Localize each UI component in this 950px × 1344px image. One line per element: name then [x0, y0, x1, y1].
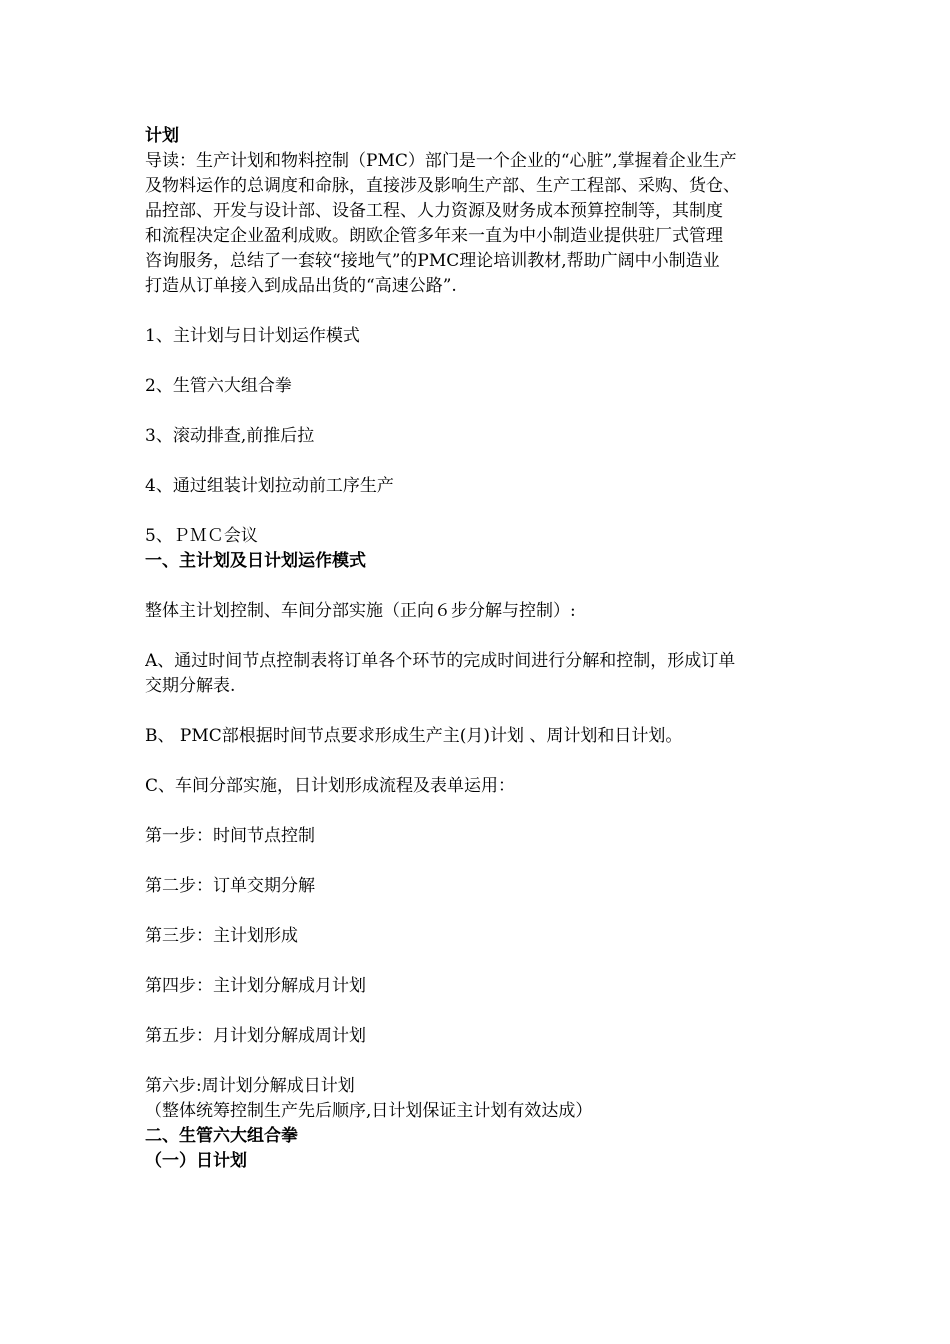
item-a — [145, 649, 810, 699]
toc-item: 3、滚动排查,前推后拉 — [145, 426, 315, 446]
intro-line: 咨询服务，总结了一套较“接地气”的PMC理论培训教材,帮助广阔中小制造业 — [145, 251, 720, 271]
step-item: 第二步：订单交期分解 — [145, 876, 315, 896]
subsection-heading: （一）日计划 — [145, 1151, 247, 1171]
toc-item: 2、生管六大组合拳 — [145, 376, 292, 396]
step-item: 第五步：月计划分解成周计划 — [145, 1026, 366, 1046]
document-page — [145, 124, 810, 1174]
intro-line: 及物料运作的总调度和命脉，直接涉及影响生产部、生产工程部、采购、货仓、 — [145, 176, 740, 196]
section-note: （整体统筹控制生产先后顺序,日计划保证主计划有效达成） — [145, 1101, 593, 1121]
step-item: 第六步:周计划分解成日计划 — [145, 1076, 355, 1096]
steps-list — [145, 824, 810, 1099]
section-heading: 一、主计划及日计划运作模式 — [145, 551, 366, 571]
item-c: C、车间分部实施，日计划形成流程及表单运用： — [145, 776, 516, 796]
intro-line: 和流程决定企业盈利成败。朗欧企管多年来一直为中小制造业提供驻厂式管理 — [145, 226, 723, 246]
intro-line: 打造从订单接入到成品出货的“高速公路”. — [145, 276, 457, 296]
step-item: 第四步：主计划分解成月计划 — [145, 976, 366, 996]
table-of-contents — [145, 324, 810, 549]
intro-line: 导读：生产计划和物料控制（PMC）部门是一个企业的“心脏”,掌握着企业生产 — [145, 151, 737, 171]
document-title: 计划 — [145, 126, 179, 146]
item-b: B、 PMC部根据时间节点要求形成生产主(月)计划 、周计划和日计划。 — [145, 726, 683, 746]
toc-item: 5、ＰＭＣ会议 — [145, 526, 258, 546]
item-a-line: 交期分解表. — [145, 676, 236, 696]
section-overview: 整体主计划控制、车间分部实施（正向６步分解与控制）: — [145, 601, 576, 621]
section-heading: 二、生管六大组合拳 — [145, 1126, 298, 1146]
item-a-line: A、通过时间节点控制表将订单各个环节的完成时间进行分解和控制，形成订单 — [145, 651, 736, 671]
intro-paragraph — [145, 149, 810, 299]
step-item: 第三步：主计划形成 — [145, 926, 298, 946]
intro-line: 品控部、开发与设计部、设备工程、人力资源及财务成本预算控制等，其制度 — [145, 201, 723, 221]
toc-item: 1、主计划与日计划运作模式 — [145, 326, 360, 346]
toc-item: 4、通过组装计划拉动前工序生产 — [145, 476, 394, 496]
step-item: 第一步：时间节点控制 — [145, 826, 315, 846]
